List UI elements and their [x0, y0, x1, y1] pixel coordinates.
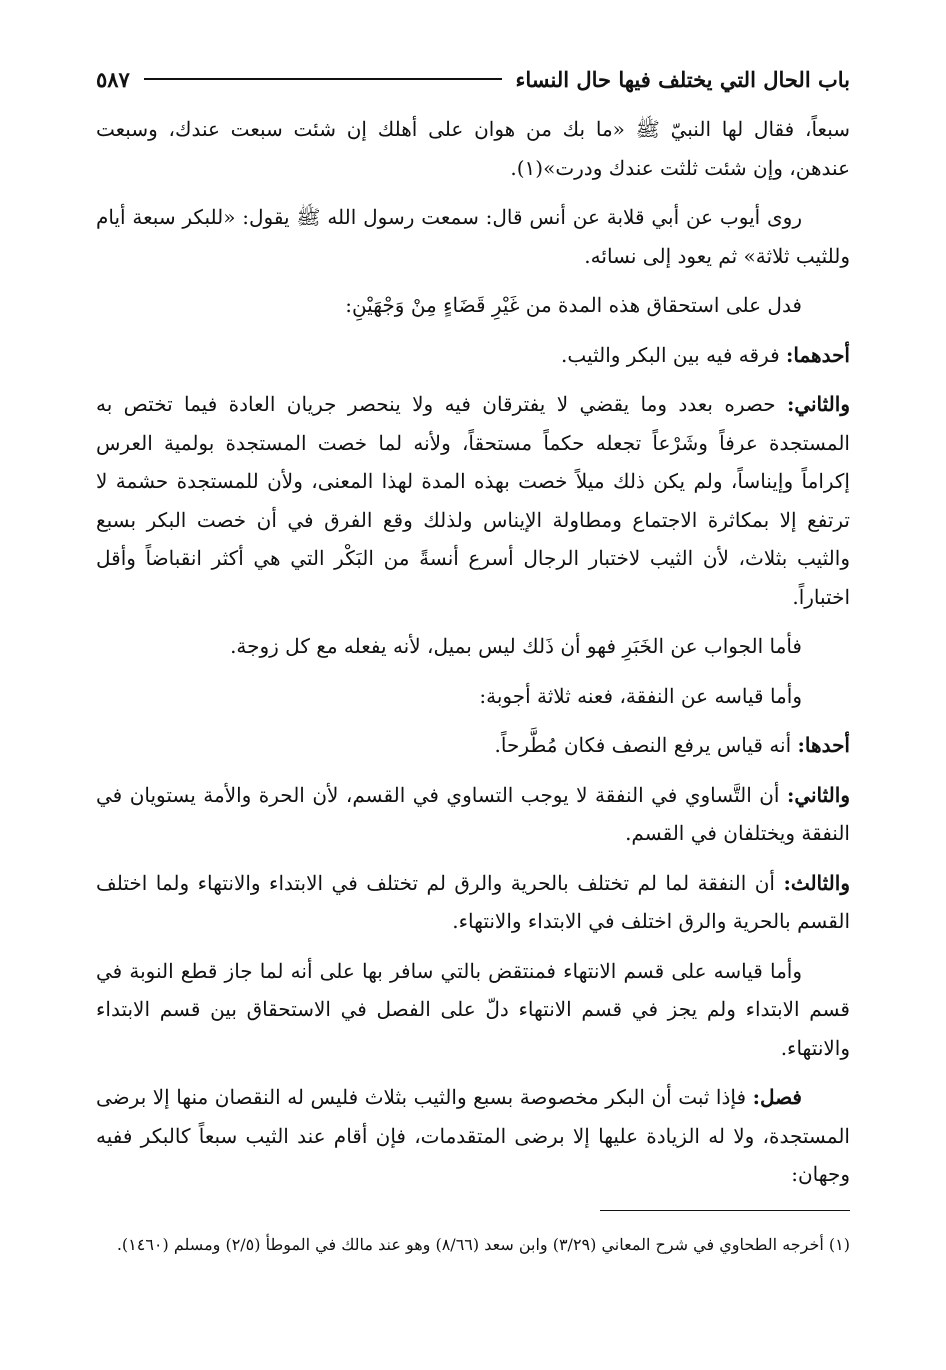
paragraph-ending-division	[96, 952, 850, 1068]
paragraph-hadith-continuation	[96, 110, 850, 187]
page-number: ٥٨٧	[96, 66, 130, 92]
paragraph-text: سبعاً، فقال لها النبيّ ﷺ «ما بك من هوان على أهلك إن شئت سبعت عندك، وسبعت عندهن، وإن شئت ثلثت عندك ودرت»(١).	[96, 117, 850, 180]
footnote-separator	[600, 1210, 850, 1211]
paragraph-label: والثاني:	[786, 782, 850, 807]
paragraph-label: أحدها:	[797, 733, 850, 757]
header-rule	[144, 78, 502, 80]
paragraph-label: أحدهما:	[785, 342, 850, 367]
paragraph-text: فإذا ثبت أن البكر مخصوصة بسبع والثيب بثلاث فليس له النقصان منها إلا برضى المستجدة، ولا له الزيادة عليها إلا برضى المتقدمات، فإن أقام عند الثيب سبعاً كالبكر ففيه وجهان:	[96, 1085, 850, 1186]
paragraph-text: فدل على استحقاق هذه المدة من غَيْرِ قَضَاءٍ مِنْ وَجْهَيْنِ:	[345, 293, 802, 317]
paragraph-answer-two	[96, 776, 850, 853]
running-title: باب الحال التي يختلف فيها حال النساء	[515, 66, 850, 92]
paragraph-label: والثاني:	[786, 392, 850, 416]
paragraph-text: فرقه فيه بين البكر والثيب.	[561, 342, 786, 367]
paragraph-text: حصره بعدد وما يقضي لا يفترقان فيه ولا ينحصر جريان العادة فيما تختص به المستجدة عرفاً وشَرْعاً تجعله حكماً مستحقاً، ولأنه لما خصت المستجدة بولمية العرس إكراماً وإيناساً، ولم يكن ذلك ميلاً خصت بهذه المدة لهذا المعنى، ولأن للمستجدة حشمة لا ترتفع إلا بمكاثرة الاجتماع ومطاولة الإيناس ولذلك وقع الفرق في أن خصت البكر بسبع والثيب بثلاث، لأن الثيب لاختبار الرجال أسرع أنسةً من البَكْر التي هي أكثر انقباضاً وأقل اختباراً.	[96, 392, 851, 609]
footnotes	[96, 1230, 850, 1260]
paragraph-reply-hadith	[96, 627, 850, 666]
paragraph-text: أن النفقة لما لم تختلف بالحرية والرق لم تختلف في الابتداء والانتهاء ولما اختلف القسم بالحرية والرق اختلف في الابتداء والانتهاء.	[96, 870, 850, 933]
paragraph-section-fasl	[96, 1078, 850, 1194]
footnote-1: (١) أخرجه الطحاوي في شرح المعاني (٣/٢٩) وابن سعد (٨/٦٦) وهو عند مالك في الموطأ (٢/٥) ومسلم (١٤٦٠).	[116, 1235, 850, 1254]
paragraph-answer-three	[96, 864, 850, 941]
paragraph-three-answers	[96, 677, 850, 716]
paragraph-label: والثالث:	[783, 870, 850, 895]
paragraph-first-aspect	[96, 336, 850, 375]
paragraph-anas-narration	[96, 198, 850, 275]
page-header	[96, 62, 850, 96]
paragraph-text: أن التَّساوي في النفقة لا يوجب التساوي في القسم، لأن الحرة والأمة يستويان في النفقة ويختلفان في القسم.	[96, 782, 850, 845]
paragraph-second-aspect	[96, 385, 850, 616]
paragraph-text: أنه قياس يرفع النصف فكان مُطَّرحاً.	[494, 733, 798, 757]
paragraph-text: وأما قياسه على قسم الانتهاء فمنتقض بالتي سافر بها على أنه لما جاز قطع النوبة في قسم الابتداء ولم يجز في قسم الانتهاء دلّ على الفصل في الاستحقاق بين قسم الابتداء والانتهاء.	[96, 958, 850, 1060]
paragraph-answer-one	[96, 726, 850, 765]
paragraph-text: فأما الجواب عن الخَبَرِ فهو أن ذَلك ليس بميل، لأنه يفعله مع كل زوجة.	[230, 634, 802, 658]
paragraph-text: وأما قياسه عن النفقة، فعنه ثلاثة أجوبة:	[479, 683, 802, 708]
main-text	[96, 110, 850, 1205]
paragraph-two-aspects	[96, 286, 850, 325]
paragraph-text: روى أيوب عن أبي قلابة عن أنس قال: سمعت رسول الله ﷺ يقول: «للبكر سبعة أيام وللثيب ثلاثة» ثم يعود إلى نسائه.	[96, 205, 850, 268]
paragraph-label: فصل:	[752, 1085, 802, 1109]
